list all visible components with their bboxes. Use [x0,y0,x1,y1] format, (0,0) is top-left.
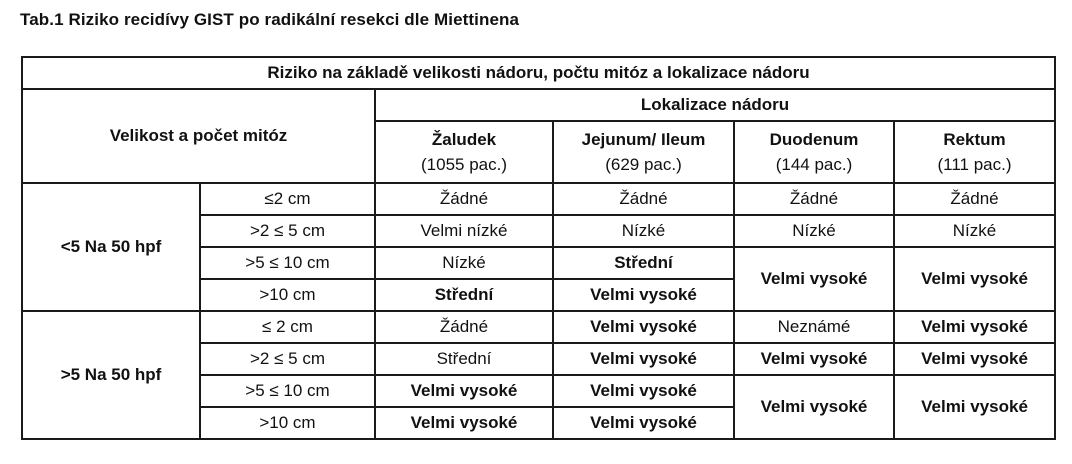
size-cell: >2 ≤ 5 cm [200,343,375,375]
risk-cell-jejunum: Velmi vysoké [553,343,734,375]
size-cell: >5 ≤ 10 cm [200,247,375,279]
size-cell: >10 cm [200,279,375,311]
column-name: Žaludek [431,130,497,150]
risk-cell-duodenum: Velmi vysoké [734,247,894,311]
size-cell: ≤ 2 cm [200,311,375,343]
risk-cell-jejunum: Velmi vysoké [553,375,734,407]
risk-cell-rektum: Velmi vysoké [894,343,1055,375]
size-cell: >2 ≤ 5 cm [200,215,375,247]
risk-cell-duodenum: Neznámé [734,311,894,343]
risk-cell-zaludek: Nízké [375,247,553,279]
column-header-zaludek [375,121,553,183]
size-mitosis-header: Velikost a počet mitóz [22,89,375,183]
risk-cell-rektum: Nízké [894,215,1055,247]
risk-cell-zaludek: Střední [375,279,553,311]
column-header-duodenum [734,121,894,183]
size-cell: ≤2 cm [200,183,375,215]
column-patients: (1055 pac.) [421,154,507,174]
column-patients: (144 pac.) [775,154,853,174]
risk-cell-zaludek: Žádné [375,311,553,343]
risk-cell-zaludek: Velmi vysoké [375,407,553,439]
risk-cell-jejunum: Žádné [553,183,734,215]
size-cell: >10 cm [200,407,375,439]
risk-cell-duodenum: Žádné [734,183,894,215]
risk-cell-rektum: Velmi vysoké [894,375,1055,439]
risk-cell-rektum: Velmi vysoké [894,311,1055,343]
size-cell: >5 ≤ 10 cm [200,375,375,407]
risk-cell-duodenum: Velmi vysoké [734,343,894,375]
column-name: Duodenum [769,130,859,150]
column-name: Rektum [943,130,1006,150]
risk-cell-jejunum: Velmi vysoké [553,311,734,343]
localization-header: Lokalizace nádoru [375,89,1055,121]
risk-cell-zaludek: Střední [375,343,553,375]
column-patients: (629 pac.) [605,154,682,174]
risk-cell-zaludek: Velmi vysoké [375,375,553,407]
column-header-jejunum [553,121,734,183]
risk-cell-jejunum: Velmi vysoké [553,407,734,439]
table-title: Tab.1 Riziko recidívy GIST po radikální resekci dle Miettinena [20,10,520,29]
table-caption: Riziko na základě velikosti nádoru, počtu mitóz a lokalizace nádoru [22,57,1055,89]
risk-cell-jejunum: Velmi vysoké [553,279,734,311]
mitosis-group-label: <5 Na 50 hpf [22,183,200,311]
column-name: Jejunum/ Ileum [581,130,706,150]
risk-cell-rektum: Velmi vysoké [894,247,1055,311]
column-patients: (111 pac.) [937,154,1012,174]
risk-table [21,56,1056,440]
risk-cell-rektum: Žádné [894,183,1055,215]
mitosis-group-label: >5 Na 50 hpf [22,311,200,439]
column-header-rektum [894,121,1055,183]
risk-cell-zaludek: Velmi nízké [375,215,553,247]
risk-cell-zaludek: Žádné [375,183,553,215]
risk-cell-jejunum: Střední [553,247,734,279]
risk-cell-jejunum: Nízké [553,215,734,247]
risk-cell-duodenum: Nízké [734,215,894,247]
risk-cell-duodenum: Velmi vysoké [734,375,894,439]
